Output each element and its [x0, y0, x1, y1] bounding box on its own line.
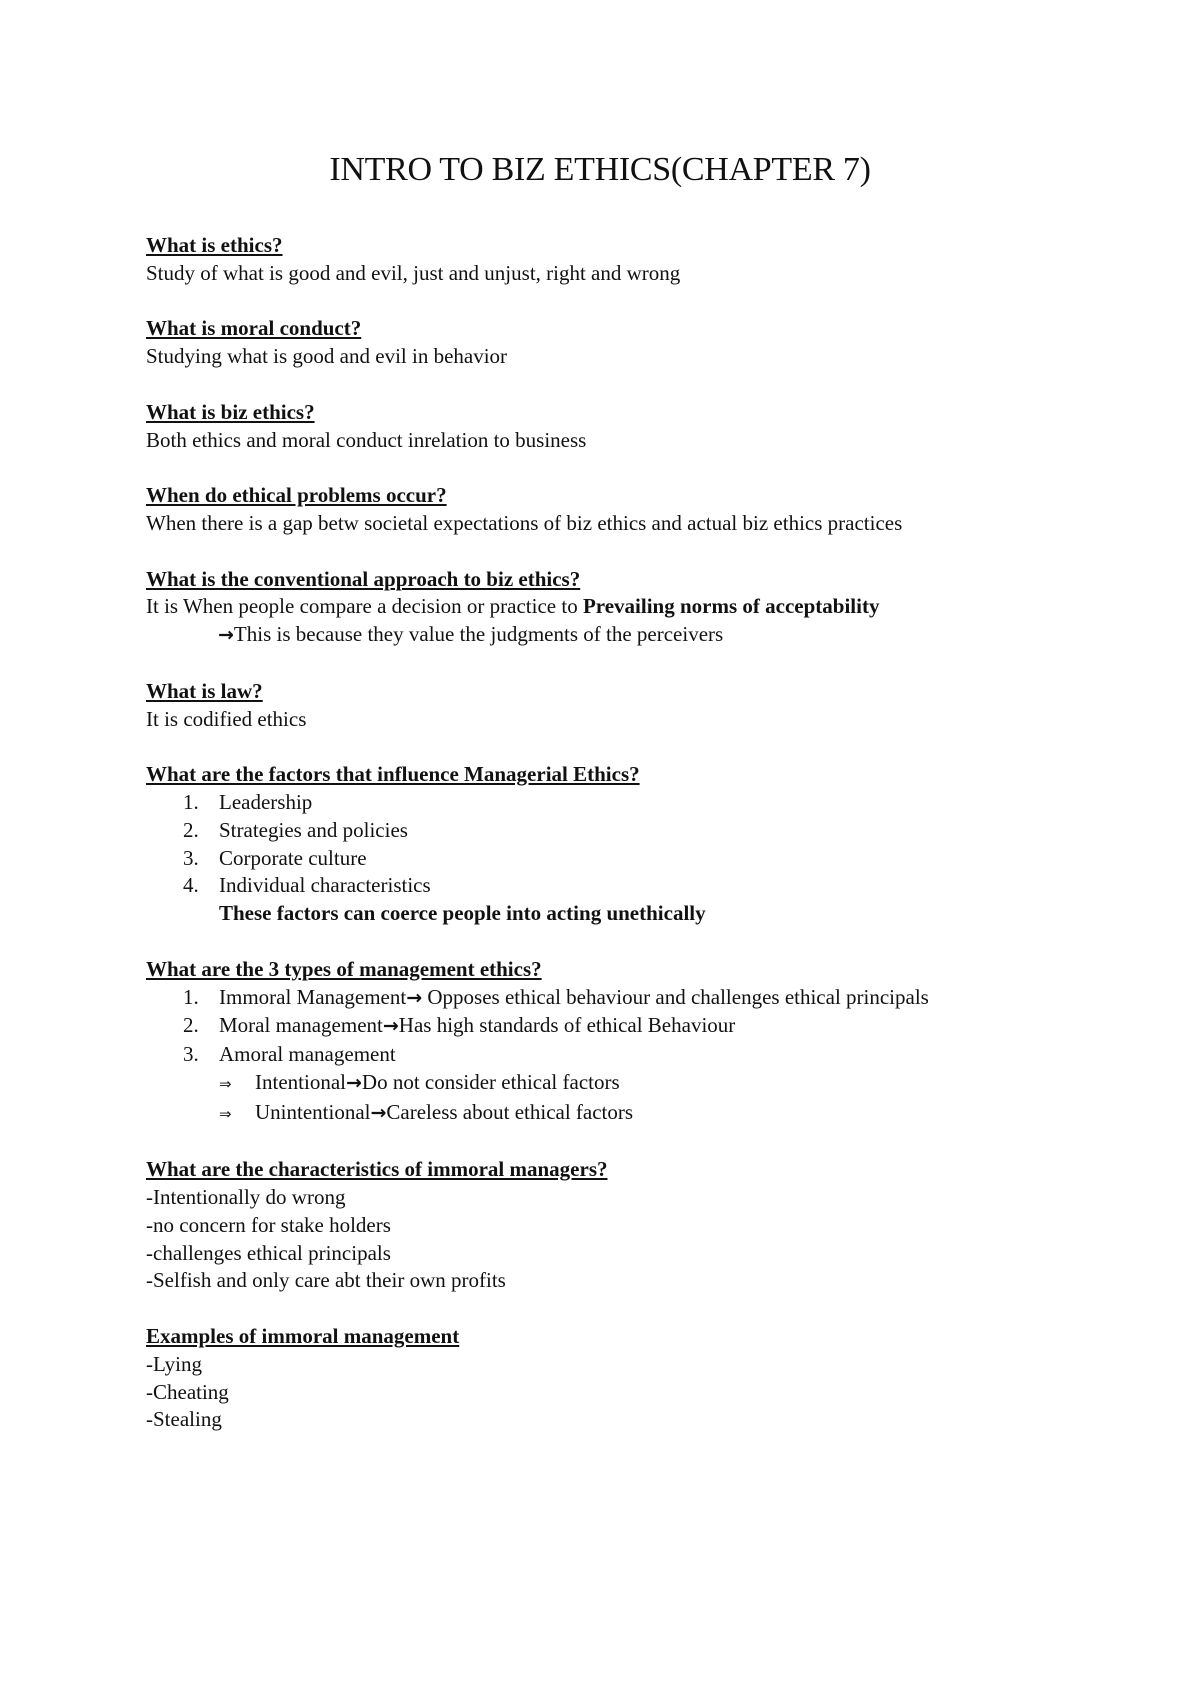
question-heading: What is ethics? — [146, 233, 283, 257]
arrow-right-icon: → — [406, 986, 423, 1009]
question-heading: What is law? — [146, 678, 263, 703]
document-body — [146, 232, 1146, 1462]
list-item-desc: Opposes ethical behaviour and challenges ethical principals — [422, 984, 929, 1009]
list-item: -challenges ethical principals — [146, 1240, 391, 1265]
section-immoral-characteristics — [146, 1156, 1146, 1295]
implies-arrow-icon: ⇒ — [219, 1074, 232, 1093]
answer-text: When there is a gap betw societal expectations of biz ethics and actual biz ethics practices — [146, 510, 903, 535]
arrow-right-icon: → — [218, 624, 234, 647]
list-item — [146, 984, 1146, 1013]
list-item: -Cheating — [146, 1379, 229, 1404]
factors-note: These factors can coerce people into acting unethically — [219, 901, 706, 926]
list-item-label: Immoral Management — [219, 984, 407, 1009]
document-title: INTRO TO BIZ ETHICS(CHAPTER 7) — [329, 151, 871, 188]
list-number: 1. — [183, 789, 199, 814]
answer-prefix: It is When people compare a decision or practice to — [146, 594, 583, 619]
section-ethical-problems — [146, 482, 1146, 538]
answer-text: Both ethics and moral conduct inrelation to business — [146, 427, 587, 452]
answer-text: Study of what is good and evil, just and unjust, right and wrong — [146, 260, 681, 285]
sub-item-label: Intentional — [255, 1069, 346, 1094]
section-factors — [146, 761, 1146, 928]
list-item-text: Individual characteristics — [219, 873, 431, 898]
list-item — [146, 845, 1146, 873]
sub-list-item — [146, 1069, 1146, 1099]
arrow-right-icon: → — [370, 1101, 387, 1124]
answer-text: Studying what is good and evil in behavior — [146, 344, 508, 369]
arrow-note-text: This is because they value the judgments of the perceivers — [233, 622, 724, 647]
list-item — [146, 872, 1146, 900]
question-heading: What are the factors that influence Managerial Ethics? — [146, 762, 640, 787]
list-item: -no concern for stake holders — [146, 1212, 391, 1237]
question-heading: What are the 3 types of management ethics? — [146, 956, 542, 981]
section-moral-conduct — [146, 315, 1146, 371]
list-number: 3. — [183, 845, 199, 870]
section-ethics — [146, 232, 1146, 288]
question-heading: What is biz ethics? — [146, 399, 315, 424]
arrow-note — [146, 621, 1146, 650]
question-heading: What is the conventional approach to biz ethics? — [146, 566, 581, 591]
list-item: -Stealing — [146, 1407, 222, 1432]
list-item — [146, 1041, 1146, 1069]
list-item — [146, 789, 1146, 817]
section-biz-ethics — [146, 399, 1146, 455]
arrow-right-icon: → — [382, 1015, 399, 1038]
sub-list-item — [146, 1099, 1146, 1129]
question-heading: What is moral conduct? — [146, 316, 362, 341]
sub-item-desc: Careless about ethical factors — [386, 1099, 634, 1124]
list-number: 2. — [183, 1013, 199, 1038]
list-item-label: Moral management — [219, 1013, 383, 1038]
sub-item-desc: Do not consider ethical factors — [361, 1069, 620, 1094]
list-number: 1. — [183, 984, 199, 1009]
arrow-right-icon: → — [345, 1071, 362, 1094]
sub-item-label: Unintentional — [255, 1099, 371, 1124]
list-item-label: Amoral management — [219, 1042, 396, 1067]
factors-list — [146, 789, 1146, 900]
question-heading: Examples of immoral management — [146, 1324, 460, 1349]
list-item: -Intentionally do wrong — [146, 1185, 346, 1210]
answer-emphasis: Prevailing norms of acceptability — [582, 594, 880, 619]
question-heading: What are the characteristics of immoral managers? — [146, 1157, 608, 1182]
list-item — [146, 817, 1146, 845]
list-item — [146, 1012, 1146, 1041]
section-immoral-examples — [146, 1323, 1146, 1434]
answer-text — [146, 593, 1146, 621]
answer-text: It is codified ethics — [146, 706, 307, 731]
question-heading: When do ethical problems occur? — [146, 483, 447, 508]
list-item: -Lying — [146, 1351, 202, 1376]
section-conventional-approach — [146, 566, 1146, 650]
section-law — [146, 678, 1146, 734]
implies-arrow-icon: ⇒ — [219, 1104, 232, 1123]
list-number: 3. — [183, 1042, 199, 1067]
list-item: -Selfish and only care abt their own profits — [146, 1268, 506, 1293]
list-number: 4. — [183, 873, 199, 898]
types-list — [146, 984, 1146, 1069]
list-number: 2. — [183, 817, 199, 842]
list-item-desc: Has high standards of ethical Behaviour — [398, 1013, 736, 1038]
section-types — [146, 956, 1146, 1129]
list-item-text: Corporate culture — [219, 845, 367, 870]
list-item-text: Leadership — [219, 789, 313, 814]
list-item-text: Strategies and policies — [219, 817, 408, 842]
